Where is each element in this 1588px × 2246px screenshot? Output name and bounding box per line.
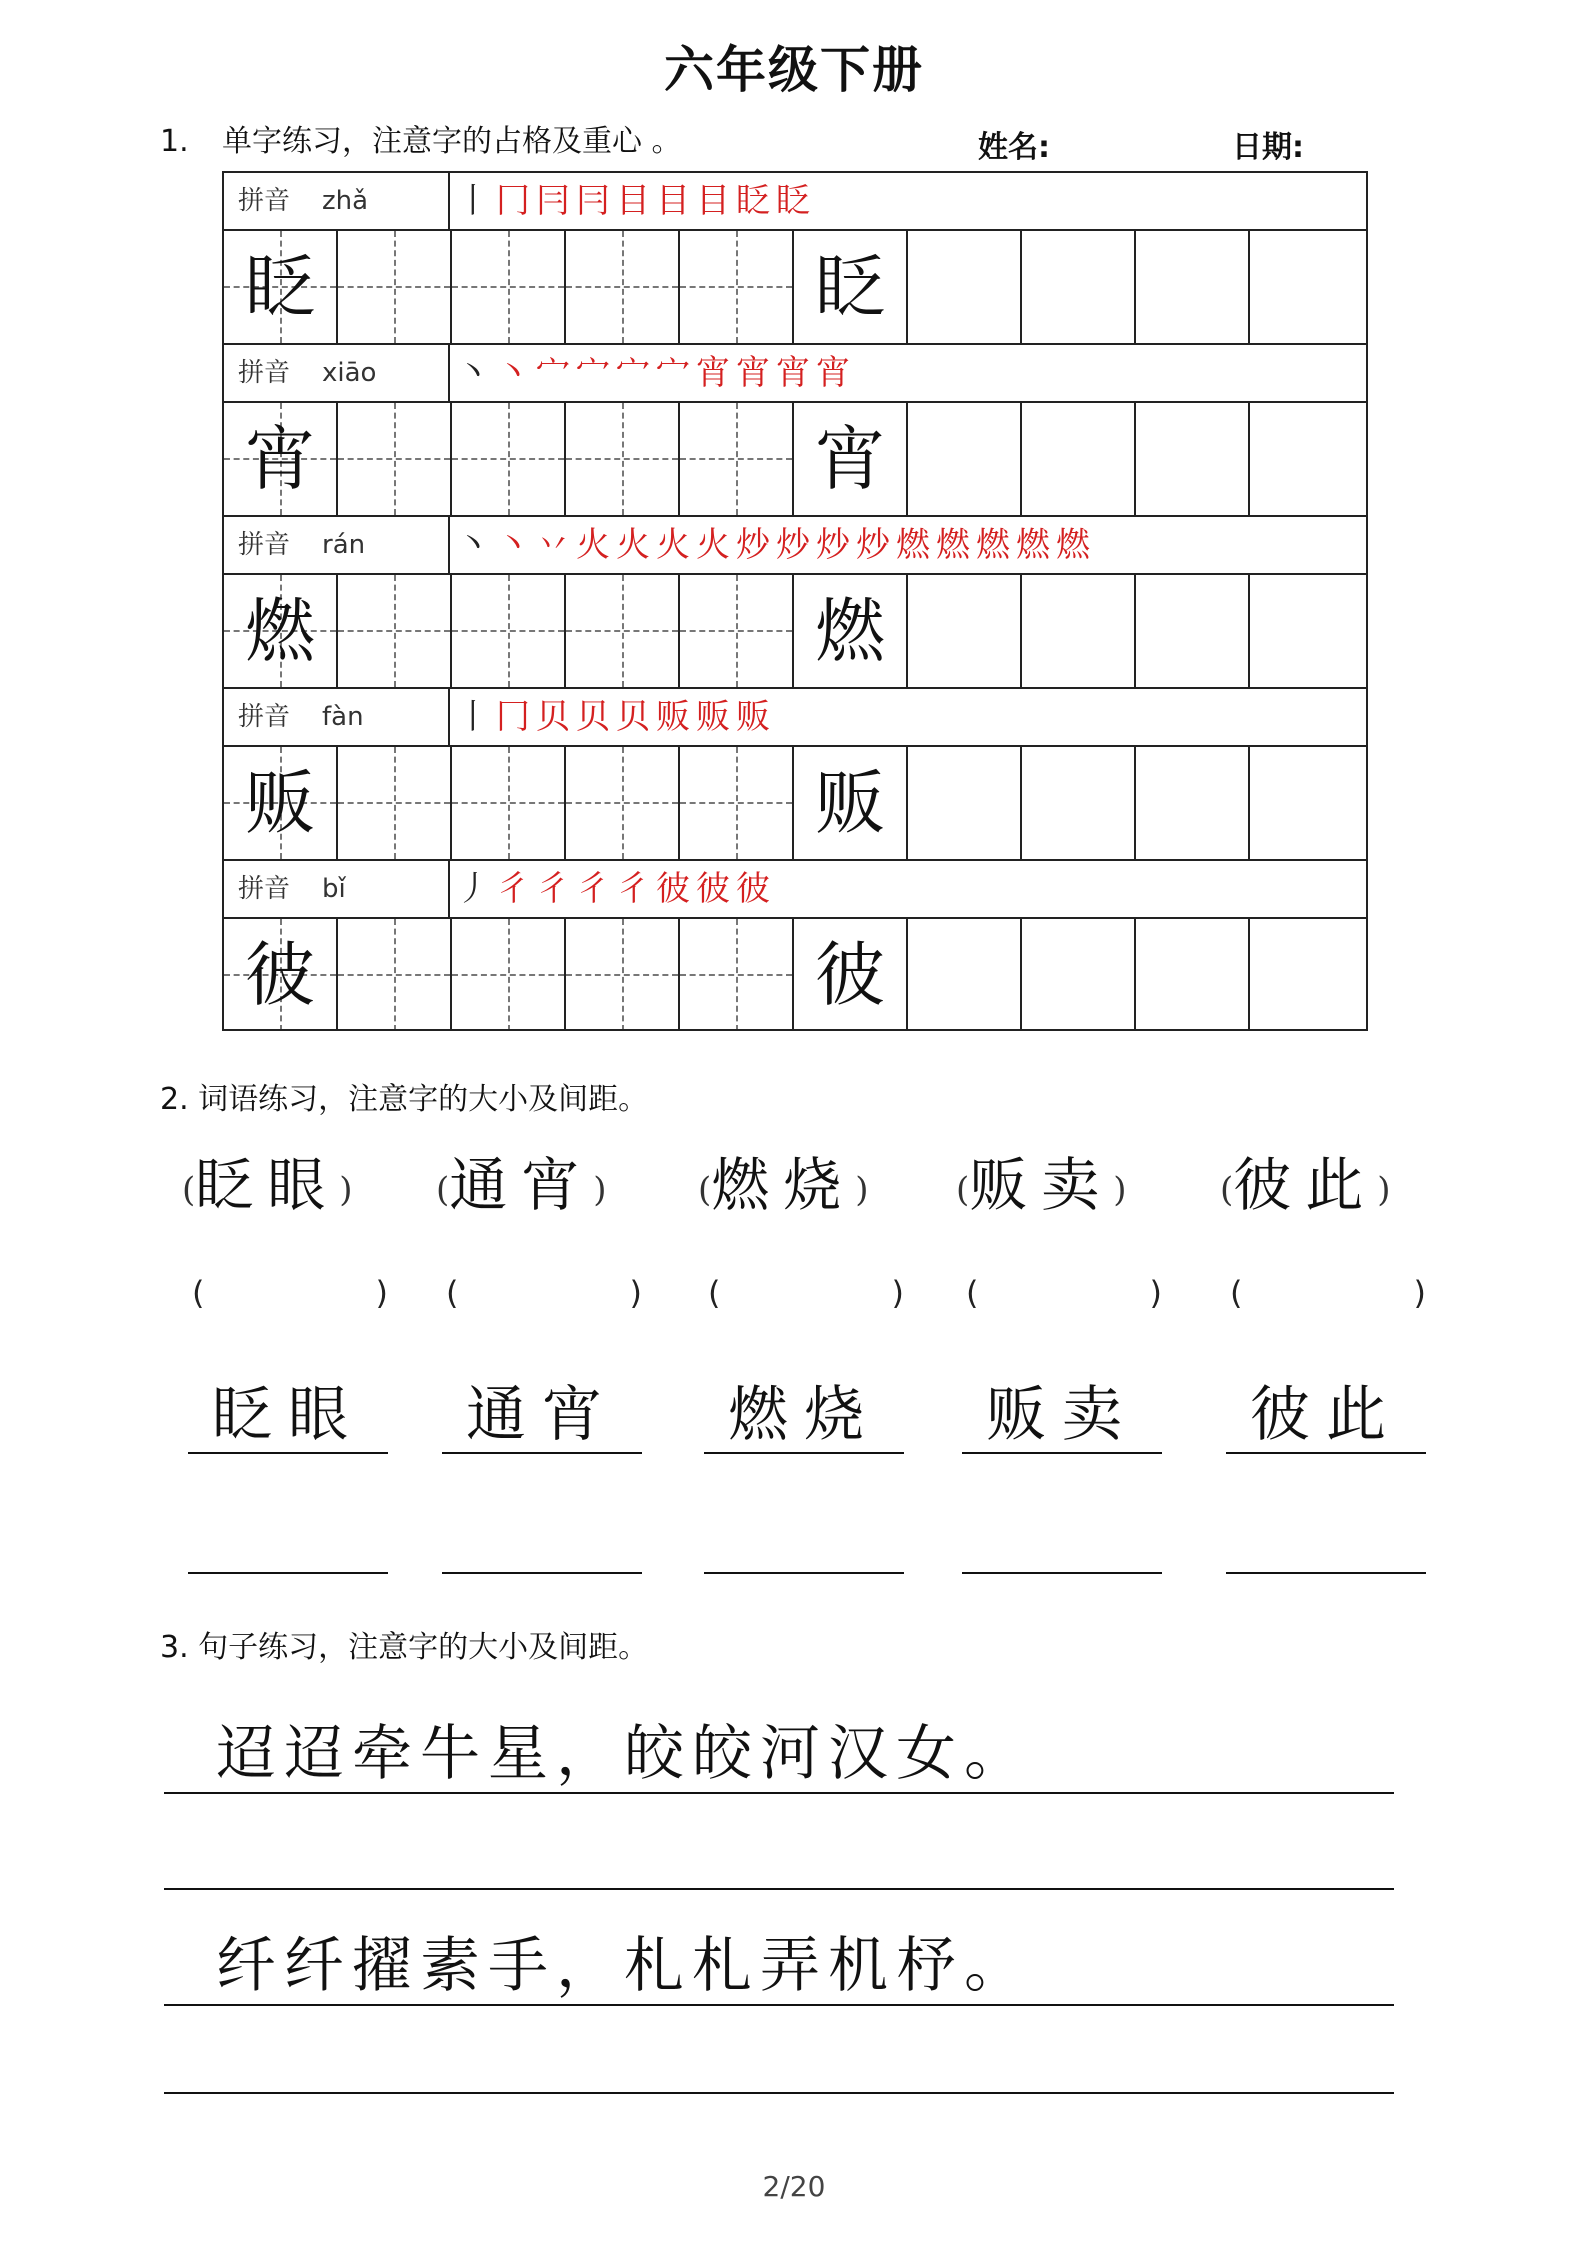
date-label: 日期: (1232, 130, 1304, 165)
word-text: 彼此 (1233, 1151, 1378, 1219)
stroke-step: 彳 (616, 869, 656, 909)
stroke-step: 宵 (776, 353, 816, 393)
sample-character-cell (794, 231, 908, 343)
practice-character: 彼 (815, 934, 885, 1016)
pinyin-row (222, 859, 1368, 917)
writing-cell[interactable] (680, 747, 794, 859)
section3-heading: 3. 句子练习，注意字的大小及间距。 (160, 1630, 649, 1665)
stroke-step: 火 (616, 525, 656, 565)
stroke-step: 冃 (576, 181, 616, 221)
stroke-step: 炒 (856, 525, 896, 565)
pinyin-blank[interactable] (708, 1274, 904, 1312)
writing-cell[interactable] (452, 403, 566, 515)
model-character-cell (224, 575, 338, 687)
writing-cell[interactable] (338, 575, 452, 687)
pinyin-row (222, 515, 1368, 573)
writing-cell[interactable] (338, 403, 452, 515)
open-paren: ( (1230, 1274, 1243, 1312)
pinyin-label (224, 345, 450, 401)
writing-line[interactable] (704, 1572, 904, 1574)
stroke-step: 贩 (656, 697, 696, 737)
writing-cell[interactable] (452, 919, 566, 1031)
word-text: 眨眼 (195, 1151, 340, 1219)
open-paren: ( (446, 1274, 459, 1312)
stroke-step: 贝 (616, 697, 656, 737)
model-word (182, 1138, 353, 1222)
model-character-cell (224, 231, 338, 343)
pinyin-blank[interactable] (446, 1274, 642, 1312)
stroke-step: 贝 (536, 697, 576, 737)
pinyin-caption: 拼音 (238, 530, 291, 560)
pinyin-label (224, 517, 450, 573)
stroke-step: 眨 (736, 181, 776, 221)
writing-cell[interactable] (1136, 575, 1250, 687)
copy-word: 燃烧 (704, 1372, 904, 1454)
close-paren: ) (339, 1169, 353, 1210)
writing-cell[interactable] (566, 575, 680, 687)
close-paren: ) (1113, 1169, 1127, 1210)
practice-character: 宵 (245, 418, 315, 500)
writing-cell[interactable] (908, 747, 1022, 859)
stroke-step: 丷 (536, 525, 576, 565)
copy-word: 眨眼 (188, 1372, 388, 1454)
stroke-step: 彳 (576, 869, 616, 909)
character-row (222, 401, 1368, 515)
stroke-step: 火 (576, 525, 616, 565)
pinyin-blank[interactable] (966, 1274, 1162, 1312)
stroke-step: 宀 (656, 353, 696, 393)
pinyin-text: bǐ (322, 874, 346, 904)
stroke-step: 宵 (816, 353, 856, 393)
character-row (222, 745, 1368, 859)
pinyin-caption: 拼音 (238, 702, 291, 732)
stroke-step: 火 (656, 525, 696, 565)
writing-cell[interactable] (1250, 403, 1364, 515)
character-row (222, 229, 1368, 343)
writing-cell[interactable] (1022, 919, 1136, 1031)
writing-line[interactable] (188, 1572, 388, 1574)
page-number: 2/20 (762, 2170, 826, 2203)
pinyin-blank[interactable] (1230, 1274, 1426, 1312)
stroke-step: 丶 (496, 353, 536, 393)
pinyin-label (224, 173, 450, 229)
stroke-step: 丿 (456, 869, 496, 909)
writing-cell[interactable] (908, 919, 1022, 1031)
practice-character: 燃 (815, 590, 885, 672)
model-sentence: 迢迢牵牛星，皎皎河汉女。 (216, 1719, 1032, 1789)
stroke-step: 贩 (696, 697, 736, 737)
writing-cell[interactable] (680, 575, 794, 687)
close-paren: ) (1149, 1274, 1162, 1312)
stroke-step: 宀 (536, 353, 576, 393)
writing-line[interactable] (962, 1572, 1162, 1574)
stroke-step: 丶 (456, 353, 496, 393)
practice-character: 贩 (245, 762, 315, 844)
open-paren: ( (192, 1274, 205, 1312)
stroke-step: 宵 (696, 353, 736, 393)
writing-cell[interactable] (452, 575, 566, 687)
pinyin-row (222, 687, 1368, 745)
open-paren: ( (956, 1169, 970, 1210)
stroke-step: 宵 (736, 353, 776, 393)
writing-cell[interactable] (1022, 575, 1136, 687)
practice-grid (222, 171, 1370, 1037)
copy-word: 贩卖 (962, 1372, 1162, 1454)
page-title: 六年级下册 (664, 41, 924, 99)
stroke-step: 彼 (696, 869, 736, 909)
model-word (698, 1138, 869, 1222)
stroke-step: 彳 (496, 869, 536, 909)
pinyin-text: rán (322, 530, 366, 560)
writing-cell[interactable] (680, 919, 794, 1031)
pinyin-label (224, 861, 450, 917)
stroke-order (452, 517, 1096, 573)
practice-character: 宵 (815, 418, 885, 500)
open-paren: ( (708, 1274, 721, 1312)
writing-cell[interactable] (1136, 747, 1250, 859)
model-character-cell (224, 403, 338, 515)
stroke-step: 目 (696, 181, 736, 221)
writing-cell[interactable] (452, 747, 566, 859)
stroke-order (452, 689, 776, 745)
pinyin-blank[interactable] (192, 1274, 388, 1312)
stroke-step: 彼 (736, 869, 776, 909)
stroke-step: 丶 (456, 525, 496, 565)
model-sentence: 纤纤擢素手，札札弄机杼。 (216, 1931, 1032, 2001)
model-character-cell (224, 747, 338, 859)
writing-cell[interactable] (338, 919, 452, 1031)
practice-character: 贩 (815, 762, 885, 844)
writing-cell[interactable] (908, 575, 1022, 687)
writing-cell[interactable] (566, 747, 680, 859)
name-label: 姓名: (978, 130, 1050, 165)
stroke-step: 燃 (1056, 525, 1096, 565)
writing-cell[interactable] (338, 747, 452, 859)
model-word (436, 1138, 607, 1222)
writing-cell[interactable] (1136, 231, 1250, 343)
writing-cell[interactable] (452, 231, 566, 343)
stroke-step: 炒 (816, 525, 856, 565)
writing-cell[interactable] (680, 231, 794, 343)
model-word (1220, 1138, 1391, 1222)
copy-word: 彼此 (1226, 1372, 1426, 1454)
stroke-step: 彼 (656, 869, 696, 909)
stroke-step: 眨 (776, 181, 816, 221)
stroke-step: 燃 (936, 525, 976, 565)
sample-character-cell (794, 403, 908, 515)
writing-cell[interactable] (1022, 231, 1136, 343)
writing-cell[interactable] (566, 919, 680, 1031)
close-paren: ) (891, 1274, 904, 1312)
close-paren: ) (629, 1274, 642, 1312)
close-paren: ) (855, 1169, 869, 1210)
close-paren: ) (375, 1274, 388, 1312)
model-character-cell (224, 919, 338, 1031)
stroke-step: 冃 (536, 181, 576, 221)
writing-cell[interactable] (1250, 747, 1364, 859)
writing-cell[interactable] (1136, 919, 1250, 1031)
sample-character-cell (794, 575, 908, 687)
section1-number: 1. (160, 124, 189, 159)
stroke-step: 贝 (576, 697, 616, 737)
open-paren: ( (698, 1169, 712, 1210)
copy-word: 通宵 (442, 1372, 642, 1454)
word-text: 燃烧 (711, 1151, 856, 1219)
stroke-step: 宀 (616, 353, 656, 393)
writing-line[interactable] (164, 1888, 1394, 1890)
section1-heading (160, 116, 682, 160)
close-paren: ) (1413, 1274, 1426, 1312)
sample-character-cell (794, 919, 908, 1031)
stroke-step: 冂 (496, 181, 536, 221)
writing-cell[interactable] (1250, 231, 1364, 343)
practice-character: 彼 (245, 934, 315, 1016)
stroke-step: 宀 (576, 353, 616, 393)
stroke-step: 火 (696, 525, 736, 565)
writing-cell[interactable] (1250, 575, 1364, 687)
stroke-order (452, 173, 816, 229)
stroke-step: 炒 (776, 525, 816, 565)
writing-cell[interactable] (566, 231, 680, 343)
pinyin-row (222, 171, 1368, 229)
stroke-step: 冂 (496, 697, 536, 737)
character-row (222, 917, 1368, 1031)
writing-cell[interactable] (1136, 403, 1250, 515)
stroke-step: 目 (656, 181, 696, 221)
writing-cell[interactable] (908, 231, 1022, 343)
writing-line[interactable] (1226, 1572, 1426, 1574)
pinyin-caption: 拼音 (238, 186, 291, 216)
word-text: 通宵 (449, 1151, 594, 1219)
stroke-step: 丨 (456, 697, 496, 737)
open-paren: ( (182, 1169, 196, 1210)
writing-cell[interactable] (338, 231, 452, 343)
pinyin-label (224, 689, 450, 745)
sentence-baseline (164, 1792, 1394, 1794)
writing-cell[interactable] (680, 403, 794, 515)
section1-instruction: 单字练习，注意字的占格及重心 。 (222, 124, 682, 159)
stroke-step: 彳 (536, 869, 576, 909)
section2-heading: 2. 词语练习，注意字的大小及间距。 (160, 1082, 649, 1117)
writing-cell[interactable] (1022, 403, 1136, 515)
sample-character-cell (794, 747, 908, 859)
practice-character: 燃 (245, 590, 315, 672)
practice-character: 眨 (815, 246, 885, 328)
stroke-order (452, 345, 856, 401)
open-paren: ( (966, 1274, 979, 1312)
stroke-step: 燃 (976, 525, 1016, 565)
stroke-step: 丶 (496, 525, 536, 565)
pinyin-caption: 拼音 (238, 874, 291, 904)
stroke-step: 燃 (896, 525, 936, 565)
stroke-step: 燃 (1016, 525, 1056, 565)
stroke-step: 目 (616, 181, 656, 221)
stroke-step: 炒 (736, 525, 776, 565)
pinyin-text: fàn (322, 702, 364, 732)
close-paren: ) (593, 1169, 607, 1210)
model-word (956, 1138, 1127, 1222)
open-paren: ( (1220, 1169, 1234, 1210)
writing-line[interactable] (442, 1572, 642, 1574)
writing-cell[interactable] (908, 403, 1022, 515)
pinyin-text: zhǎ (322, 186, 369, 216)
practice-character: 眨 (245, 246, 315, 328)
writing-cell[interactable] (1022, 747, 1136, 859)
word-text: 贩卖 (969, 1151, 1114, 1219)
open-paren: ( (436, 1169, 450, 1210)
stroke-step: 丨 (456, 181, 496, 221)
pinyin-text: xiāo (322, 358, 377, 388)
close-paren: ) (1377, 1169, 1391, 1210)
writing-line[interactable] (164, 2092, 1394, 2094)
writing-cell[interactable] (1250, 919, 1364, 1031)
character-row (222, 573, 1368, 687)
stroke-step: 贩 (736, 697, 776, 737)
stroke-order (452, 861, 776, 917)
sentence-baseline (164, 2004, 1394, 2006)
pinyin-caption: 拼音 (238, 358, 291, 388)
writing-cell[interactable] (566, 403, 680, 515)
pinyin-row (222, 343, 1368, 401)
